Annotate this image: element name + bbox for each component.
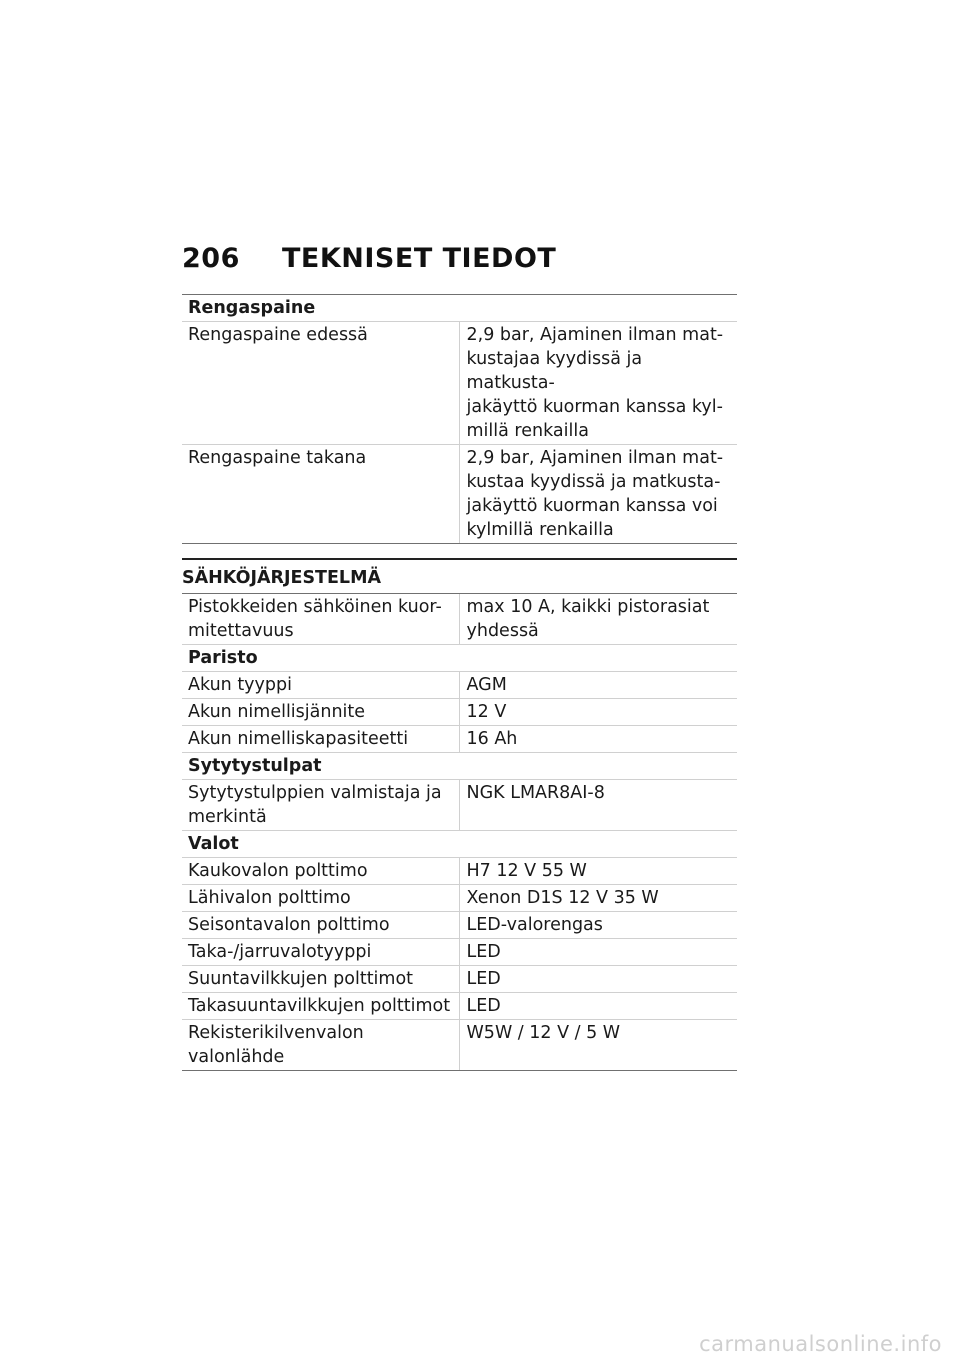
row-value: W5W / 12 V / 5 W: [459, 1020, 737, 1071]
row-label: Seisontavalon polttimo: [182, 912, 459, 939]
table-row: [182, 699, 737, 726]
table-row: [182, 672, 737, 699]
row-label: Rengaspaine edessä: [182, 322, 459, 445]
table-row: [182, 966, 737, 993]
row-value: AGM: [459, 672, 737, 699]
row-label: Akun tyyppi: [182, 672, 459, 699]
tire-pressure-table: [182, 294, 737, 544]
table-row: [182, 780, 737, 831]
table-row: [182, 445, 737, 544]
table-row: [182, 594, 737, 645]
spark-plugs-heading: Sytytystulpat: [182, 753, 737, 780]
battery-heading: Paristo: [182, 645, 737, 672]
row-value: LED: [459, 939, 737, 966]
row-value: NGK LMAR8AI-8: [459, 780, 737, 831]
table-row: [182, 912, 737, 939]
table-group-heading: [182, 295, 737, 322]
row-label: Kaukovalon polttimo: [182, 858, 459, 885]
electrical-table: [182, 593, 737, 1071]
row-value: max 10 A, kaikki pistorasiat yhdessä: [459, 594, 737, 645]
table-row: [182, 885, 737, 912]
row-label: Rengaspaine takana: [182, 445, 459, 544]
row-value: 2,9 bar, Ajaminen ilman mat- kustajaa kyydissä ja matkusta- jakäyttö kuorman kanssa kyl- millä renkailla: [459, 322, 737, 445]
row-label: Sytytystulppien valmistaja ja merkintä: [182, 780, 459, 831]
row-label: Akun nimelliskapasiteetti: [182, 726, 459, 753]
table-row: [182, 726, 737, 753]
row-value: LED: [459, 993, 737, 1020]
row-value: LED-valorengas: [459, 912, 737, 939]
row-value: 2,9 bar, Ajaminen ilman mat- kustaa kyydissä ja matkusta- jakäyttö kuorman kanssa voi kylmillä renkailla: [459, 445, 737, 544]
row-value: H7 12 V 55 W: [459, 858, 737, 885]
row-label: Suuntavilkkujen polttimot: [182, 966, 459, 993]
page-number: 206: [182, 243, 240, 274]
row-label: Pistokkeiden sähköinen kuor- mitettavuus: [182, 594, 459, 645]
page-title: TEKNISET TIEDOT: [282, 243, 557, 274]
table-row: [182, 939, 737, 966]
watermark: carmanualsonline.info: [699, 1332, 942, 1356]
row-value: 12 V: [459, 699, 737, 726]
section-title: SÄHKÖJÄRJESTELMÄ: [182, 558, 737, 593]
row-label: Taka-/jarruvalotyyppi: [182, 939, 459, 966]
row-value: LED: [459, 966, 737, 993]
row-label: Lähivalon polttimo: [182, 885, 459, 912]
row-label: Takasuuntavilkkujen polttimot: [182, 993, 459, 1020]
table-group-heading: [182, 645, 737, 672]
row-value: Xenon D1S 12 V 35 W: [459, 885, 737, 912]
row-label: Akun nimellisjännite: [182, 699, 459, 726]
tire-heading: Rengaspaine: [182, 295, 737, 322]
table-group-heading: [182, 831, 737, 858]
page-content: [182, 294, 737, 1071]
row-value: 16 Ah: [459, 726, 737, 753]
page-header: [182, 243, 556, 279]
table-group-heading: [182, 753, 737, 780]
table-row: [182, 1020, 737, 1071]
table-row: [182, 993, 737, 1020]
table-row: [182, 858, 737, 885]
row-label: Rekisterikilvenvalon valonlähde: [182, 1020, 459, 1071]
lights-heading: Valot: [182, 831, 737, 858]
table-row: [182, 322, 737, 445]
